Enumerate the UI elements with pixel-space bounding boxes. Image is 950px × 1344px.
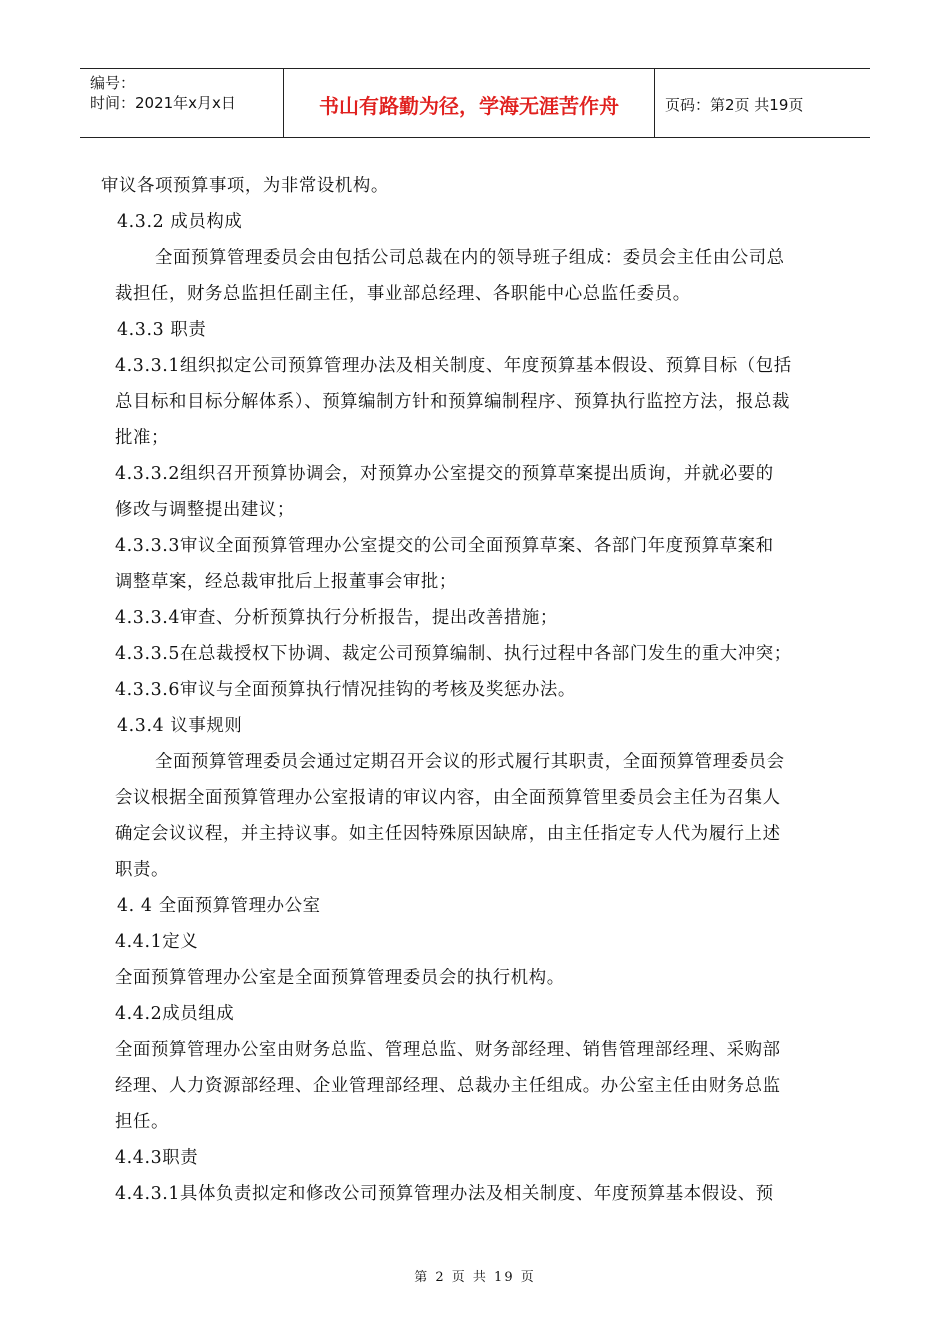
body-line: 总目标和目标分解体系）、预算编制方针和预算编制程序、预算执行监控方法，报总裁 — [115, 392, 790, 412]
body-line: 4.3.3.4审查、分析预算执行分析报告，提出改善措施； — [115, 608, 558, 628]
body-line: 全面预算管理办公室由财务总监、管理总监、财务部经理、销售管理部经理、采购部 — [115, 1040, 781, 1060]
page-header — [80, 68, 870, 138]
section-heading: 4.3.4 议事规则 — [117, 716, 243, 736]
body-line: 全面预算管理委员会通过定期召开会议的形式履行其职责，全面预算管理委员会 — [155, 752, 785, 772]
section-heading: 4.3.2 成员构成 — [117, 212, 243, 232]
header-meta — [80, 69, 283, 137]
section-heading: 4.3.3 职责 — [117, 320, 207, 340]
body-line: 经理、人力资源部经理、企业管理部经理、总裁办主任组成。办公室主任由财务总监 — [115, 1076, 781, 1096]
section-heading: 4. 4 全面预算管理办公室 — [117, 896, 321, 916]
header-page-number: 页码：第2页 共19页 — [665, 96, 804, 114]
body-line: 裁担任，财务总监担任副主任，事业部总经理、各职能中心总监任委员。 — [115, 284, 691, 304]
body-line: 担任。 — [115, 1112, 169, 1132]
body-line: 4.3.3.2组织召开预算协调会，对预算办公室提交的预算草案提出质询，并就必要的 — [115, 464, 774, 484]
document-body — [101, 168, 845, 1212]
body-line: 修改与调整提出建议； — [115, 500, 295, 520]
body-line: 调整草案，经总裁审批后上报董事会审批； — [115, 572, 457, 592]
body-line: 职责。 — [115, 860, 169, 880]
body-line: 批准； — [115, 428, 169, 448]
document-date-label: 时间：2021年x月x日 — [90, 94, 236, 112]
section-heading: 4.4.3职责 — [115, 1148, 199, 1168]
body-line: 4.3.3.6审议与全面预算执行情况挂钩的考核及奖惩办法。 — [115, 680, 576, 700]
section-heading: 4.4.1定义 — [115, 932, 199, 952]
body-line: 4.3.3.5在总裁授权下协调、裁定公司预算编制、执行过程中各部门发生的重大冲突； — [115, 644, 792, 664]
body-line: 会议根据全面预算管理办公室报请的审议内容，由全面预算管里委员会主任为召集人 — [115, 788, 781, 808]
header-motto: 书山有路勤为径，学海无涯苦作舟 — [283, 69, 655, 137]
body-line: 审议各项预算事项，为非常设机构。 — [101, 176, 389, 196]
body-line: 确定会议议程，并主持议事。如主任因特殊原因缺席，由主任指定专人代为履行上述 — [115, 824, 781, 844]
body-line: 4.3.3.3审议全面预算管理办公室提交的公司全面预算草案、各部门年度预算草案和 — [115, 536, 774, 556]
section-heading: 4.4.2成员组成 — [115, 1004, 235, 1024]
page-footer: 第 2 页 共 19 页 — [414, 1270, 536, 1285]
document-number-label: 编号： — [90, 74, 136, 92]
body-line: 全面预算管理委员会由包括公司总裁在内的领导班子组成：委员会主任由公司总 — [155, 248, 785, 268]
body-line: 全面预算管理办公室是全面预算管理委员会的执行机构。 — [115, 968, 565, 988]
body-line: 4.3.3.1组织拟定公司预算管理办法及相关制度、年度预算基本假设、预算目标（包括 — [115, 356, 792, 376]
body-line: 4.4.3.1具体负责拟定和修改公司预算管理办法及相关制度、年度预算基本假设、预 — [115, 1184, 774, 1204]
